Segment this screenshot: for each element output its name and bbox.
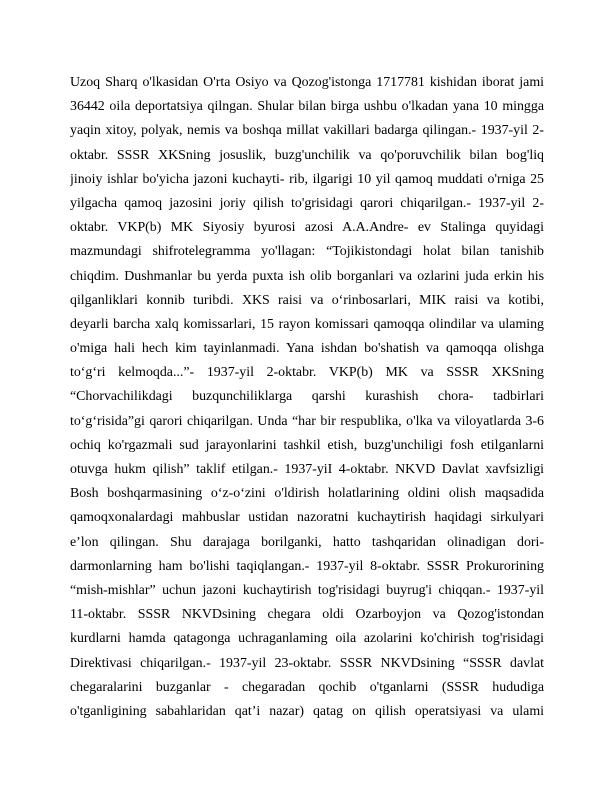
text-line: otuvga hukm qilish” taklif etilgan.- 1937-yiI 4-oktabr. NKVD Davlat xavfsizligi: [70, 462, 544, 477]
text-line: yilgacha qamoq jazosini joriy qilish to'grisidagi qarori chiqarilgan.- 1937-yil 2-: [70, 195, 544, 211]
text-line: Uzoq Sharq o'lkasidan O'rta Osiyo va Qozog'istonga 1717781 kishidan iborat jami: [70, 75, 544, 90]
text-line: deyarli barcha xalq komissarlari, 15 rayon komissari qamoqqa olindilar va ulaming: [70, 316, 544, 332]
body-text: [70, 71, 544, 724]
text-line: “Chorvachilikdagi buzqunchiliklarga qarshi kurashish chora- tadbirlari: [70, 389, 544, 405]
text-line: to‘g‘risida”gi qarori chiqarilgan. Unda “har bir respublika, o'lka va viloyatlarda 3-6: [70, 413, 544, 429]
text-line: 36442 oila deportatsiya qilngan. Shular bilan birga ushbu o'lkadan yana 10 mingga: [70, 99, 544, 115]
text-line: oktabr. VKP(b) MK Siyosiy byurosi azosi A.A.Andre- ev Stalinga quyidagi: [70, 220, 544, 236]
text-line: 11-oktabr. SSSR NKVDsining chegara oldi Ozarboyjon va Qozog'istondan: [70, 607, 544, 623]
text-line: yaqin xitoy, polyak, nemis va boshqa millat vakillari badarga qilingan.- 1937-yil 2-: [70, 123, 544, 139]
text-line: qilganliklari konnib turibdi. XKS raisi va o‘rinbosarlari, MIK raisi va kotibi,: [70, 292, 544, 308]
text-line: e’lon qilingan. Shu darajaga borilganki, hatto tashqaridan olinadigan dori-: [70, 534, 544, 550]
text-line: chiqdim. Dushmanlar bu yerda puxta ish olib borganlari va ozlarini juda erkin his: [70, 268, 544, 284]
text-line: oktabr. SSSR XKSning josuslik, buzg'unchilik va qo'poruvchilik bilan bog'liq: [70, 147, 544, 163]
text-line: o'tganligining sabahlaridan qat’i nazar) qatag on qilish operatsiyasi va ulami: [70, 703, 544, 719]
text-line: jinoiy ishlar bo'yicha jazoni kuchayti- rib, ilgarigi 10 yil qamoq muddati o'rniga 25: [70, 171, 544, 187]
text-line: Bosh boshqarmasining o‘z-o‘zini o'ldirish holatlarining oldini olish maqsadida: [70, 486, 544, 502]
text-line: to‘g‘ri kelmoqda...”- 1937-yil 2-oktabr. VKP(b) MK va SSSR XKSning: [70, 365, 544, 381]
text-line: o'miga hali hech kim tayinlanmadi. Yana ishdan bo'shatish va qamoqqa olishga: [70, 341, 544, 357]
text-line: “mish-mishlar” uchun jazoni kuchaytirish tog'risidagi buyrug'i chiqqan.- 1937-yil: [70, 582, 544, 598]
text-line: kurdlarni hamda qatagonga uchraganlaming oila azolarini ko'chirish tog'risidagi: [70, 631, 544, 647]
text-line: chegaralarini buzganlar - chegaradan qochib o'tganlarni (SSSR hududiga: [70, 679, 544, 695]
text-line: mazmundagi shifrotelegramma yo'llagan: “Tojikistondagi holat bilan tanishib: [70, 244, 544, 260]
text-line: darmonlarning ham bo'lishi taqiqlangan.- 1937-yil 8-oktabr. SSSR Prokurorining: [70, 558, 544, 574]
text-line: ochiq ko'rgazmali sud jarayonlarini tashkil etish, buzg'unchiligi fosh etilganlarni: [70, 437, 544, 453]
text-line: qamoqxonalardagi mahbuslar ustidan nazoratni kuchaytirish haqidagi sirkulyari: [70, 510, 544, 526]
text-line: Direktivasi chiqarilgan.- 1937-yil 23-oktabr. SSSR NKVDsining “SSSR davlat: [70, 655, 544, 671]
